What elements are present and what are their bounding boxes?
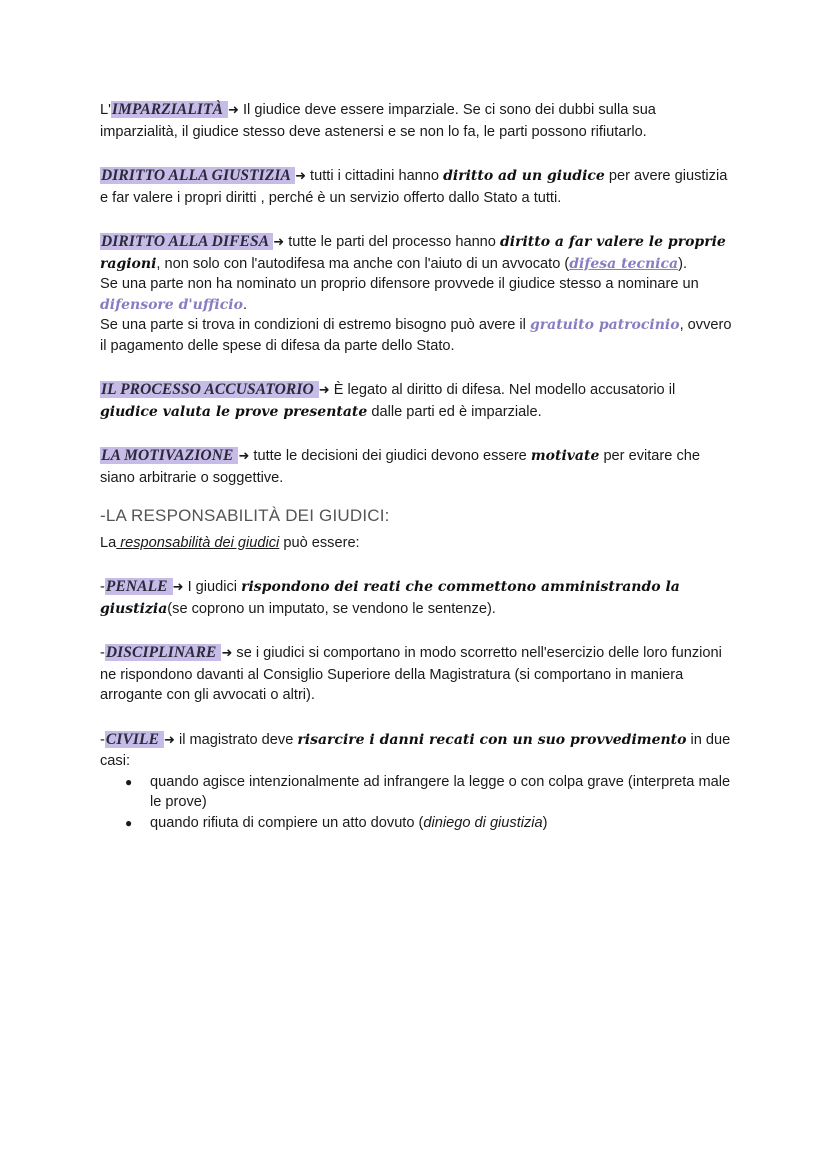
arrow-icon: ➜	[172, 580, 184, 595]
paragraph-diritto-giustizia	[100, 166, 735, 208]
body-text: per evitare che siano arbitrarie o soggettive.	[100, 448, 700, 486]
body-text: tutte le parti del processo hanno	[284, 234, 500, 250]
paragraph-imparzialita	[100, 100, 735, 142]
italic-term: diniego di giustizia	[423, 814, 543, 831]
body-text: tutti i cittadini hanno	[305, 168, 444, 184]
body-text: tutte le decisioni dei giudici devono essere	[249, 448, 531, 464]
highlight-term-disciplinare: DISCIPLINARE	[105, 644, 221, 661]
body-text: (se coprono un imputato, se vendono le sentenze).	[167, 600, 496, 617]
arrow-icon: ➜	[221, 646, 233, 661]
prefix-text: L'	[100, 102, 111, 118]
paragraph-disciplinare	[100, 643, 735, 706]
document-page	[100, 100, 735, 833]
body-text: Il giudice deve essere imparziale. Se ci sono dei dubbi sulla sua imparzialità, il giudice stesso deve astenersi e se non lo fa, le parti possono rifiutarlo.	[100, 102, 656, 140]
paragraph-penale	[100, 577, 735, 619]
paragraph-responsabilita-intro	[100, 533, 735, 554]
violet-term-difensore: difensore d'ufficio	[100, 296, 243, 313]
body-text: È legato al diritto di difesa. Nel modello accusatorio il	[329, 382, 676, 398]
bold-italic-text: motivate	[530, 448, 600, 464]
paragraph-motivazione	[100, 446, 735, 488]
highlight-term-imparzialita: IMPARZIALITÀ	[111, 101, 228, 118]
arrow-icon: ➜	[228, 103, 239, 118]
bold-italic-text: risarcire i danni recati con un suo provvedimento	[297, 731, 687, 748]
body-text: , ovvero il pagamento delle spese di difesa da parte dello Stato.	[100, 317, 732, 354]
arrow-icon: ➜	[295, 169, 306, 184]
body-text: dalle parti ed è imparziale.	[367, 403, 542, 420]
arrow-icon: ➜	[164, 732, 175, 748]
link-difesa-tecnica[interactable]: difesa tecnica	[569, 255, 679, 272]
body-text: .	[242, 296, 247, 313]
bold-italic-text: giudice valuta le prove presentate	[100, 403, 368, 420]
body-text: , non solo con l'autodifesa ma anche con l'aiuto di un avvocato (	[156, 255, 570, 272]
body-text: Se una parte si trova in condizioni di estremo bisogno può avere il	[100, 317, 530, 333]
list-item-text: quando agisce intenzionalmente ad infrangere la legge o con colpa grave (interpreta male le prove)	[150, 773, 731, 810]
body-text: I giudici	[183, 579, 242, 595]
highlight-term-diritto-giustizia: DIRITTO ALLA GIUSTIZIA	[101, 167, 295, 184]
highlight-term-penale: PENALE	[105, 578, 172, 595]
body-text: se i giudici si comportano in modo scorretto nell'esercizio delle loro funzioni ne rispondono davanti al Consiglio Superiore della Magistratura (si comportano in maniera arrogante con gli avvocati o altri).	[100, 645, 722, 703]
list-item-text: )	[542, 814, 548, 831]
body-text: in due casi:	[100, 731, 731, 769]
body-text: per avere giustizia e far valere i propri diritti , perché è un servizio offerto dallo Stato a tutti.	[100, 168, 728, 206]
civile-bullet-list	[100, 772, 735, 834]
arrow-icon: ➜	[238, 449, 250, 464]
highlight-term-civile: CIVILE	[105, 730, 163, 748]
bold-italic-text: rispondono dei reati che commettono amministrando la giustizia	[100, 579, 680, 617]
highlight-term-diritto-difesa: DIRITTO ALLA DIFESA	[101, 233, 273, 250]
dash-text: -	[100, 579, 105, 595]
bold-italic-text: diritto ad un giudice	[443, 168, 605, 184]
body-text: Se una parte non ha nominato un proprio difensore provvede il giudice stesso a nominare un	[100, 276, 699, 292]
arrow-icon: ➜	[318, 383, 330, 398]
body-text: ).	[678, 255, 688, 272]
dash-text: -	[100, 731, 105, 748]
arrow-icon: ➜	[273, 235, 285, 250]
paragraph-diritto-difesa	[100, 232, 735, 356]
dash-text: -	[100, 645, 105, 661]
bullet-icon: ●	[125, 774, 133, 789]
body-text: il magistrato deve	[174, 731, 298, 748]
list-item-text: quando rifiuta di compiere un atto dovuto (	[150, 814, 424, 831]
bold-italic-text: diritto a far valere le proprie ragioni	[100, 234, 726, 272]
section-heading-responsabilita: -LA RESPONSABILITÀ DEI GIUDICI:	[100, 506, 390, 525]
paragraph-civile	[100, 730, 735, 772]
list-item	[125, 813, 735, 834]
body-text: può essere:	[279, 534, 360, 551]
list-item	[125, 772, 735, 813]
paragraph-processo-accusatorio	[100, 380, 735, 422]
violet-term-patrocinio: gratuito patrocinio	[529, 317, 680, 333]
underlined-term: responsabilità dei giudici	[116, 534, 280, 551]
highlight-term-processo: IL PROCESSO ACCUSATORIO	[101, 381, 318, 398]
bullet-icon: ●	[125, 815, 133, 830]
highlight-term-motivazione: LA MOTIVAZIONE	[101, 447, 238, 464]
body-text: La	[100, 534, 117, 551]
